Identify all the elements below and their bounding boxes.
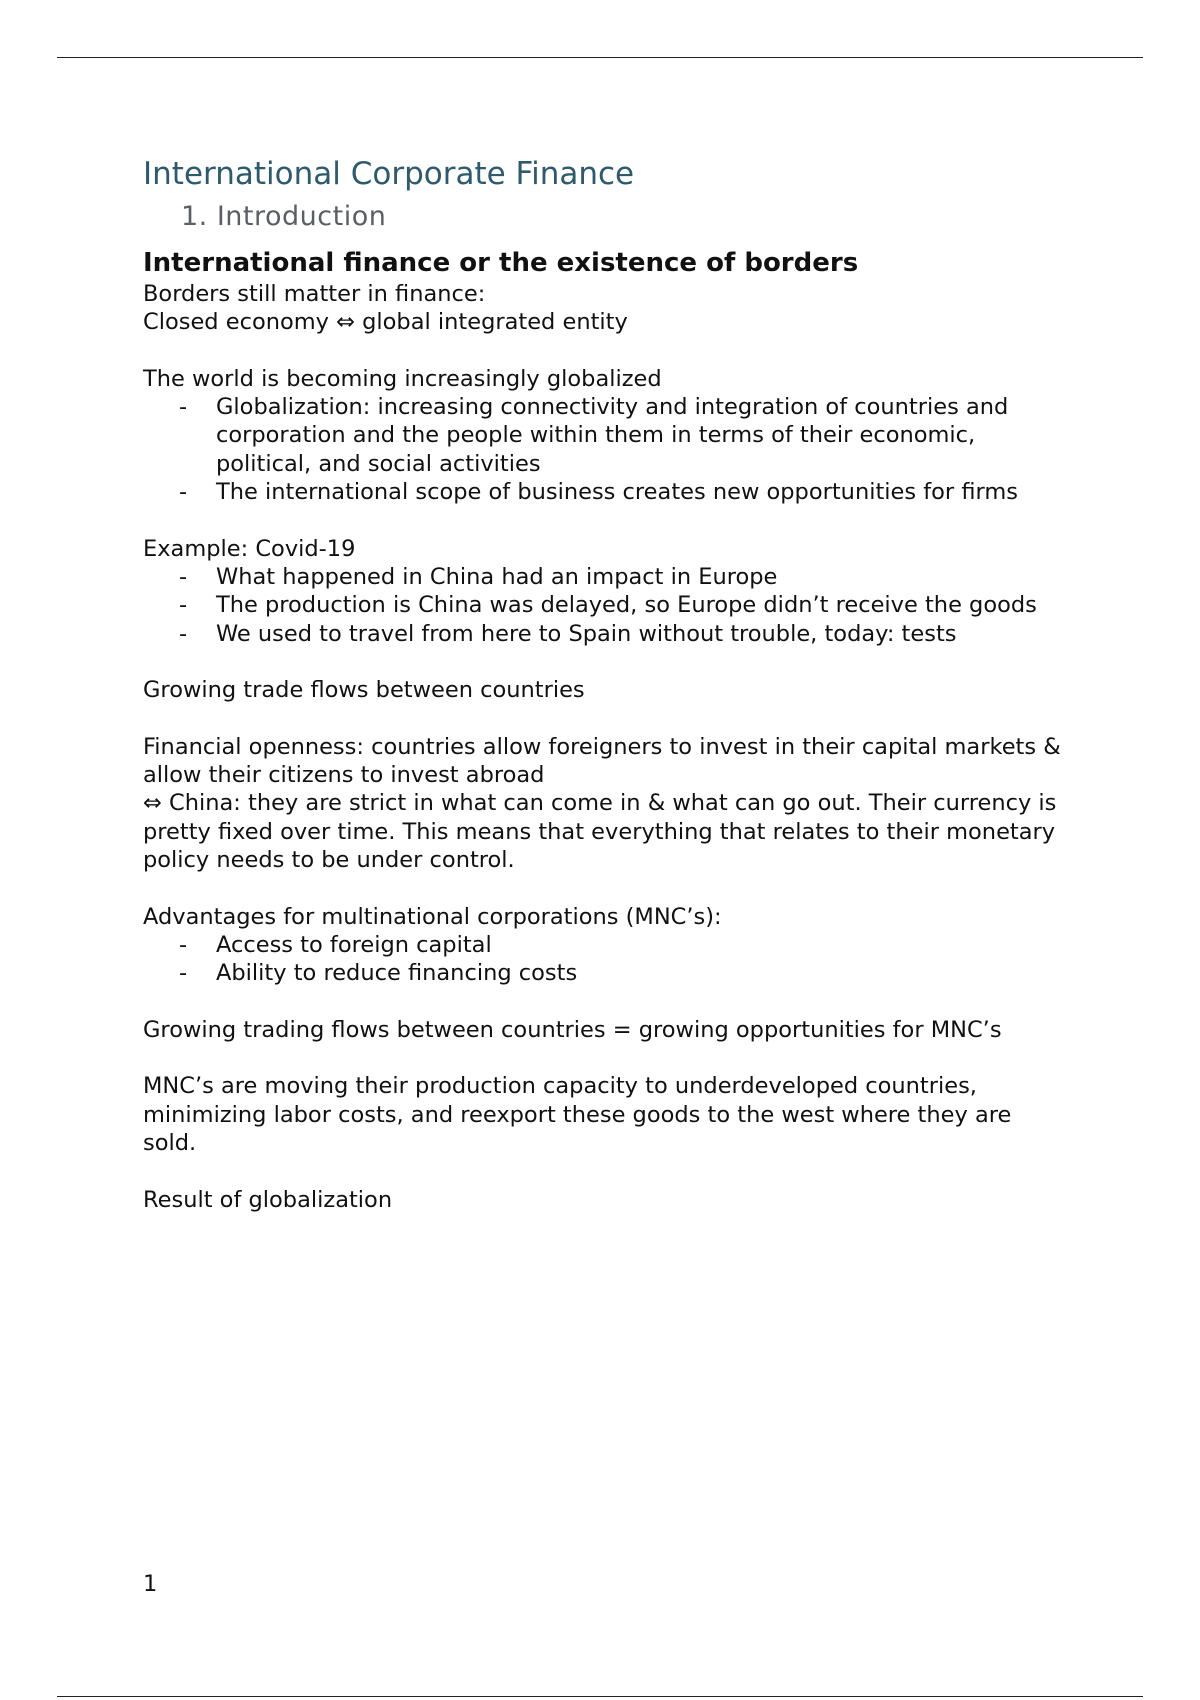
dash-bullet: - <box>179 960 188 987</box>
paragraph-china: ⇔ China: they are strict in what can come in & what can go out. Their currency is pretty fixed over time. This means that everything that relates to their monetary policy needs to be under control. <box>143 790 1057 873</box>
list-item-text: Ability to reduce financing costs <box>216 960 578 987</box>
paragraph-result: Result of globalization <box>143 1186 393 1213</box>
spacer <box>143 337 1063 365</box>
list-item-text: What happened in China had an impact in Europe <box>216 563 778 590</box>
dash-bullet: - <box>179 394 188 421</box>
paragraph-globalized: The world is becoming increasingly globalized <box>143 365 662 392</box>
spacer <box>143 704 1063 732</box>
dash-bullet: - <box>179 620 188 647</box>
list-item-text: We used to travel from here to Spain without trouble, today: tests <box>216 620 957 647</box>
globalization-list <box>143 393 1063 506</box>
page-number: 1 <box>143 1571 158 1597</box>
footer-rule <box>57 1696 1143 1697</box>
section-heading: International finance or the existence of borders <box>143 248 859 278</box>
advantages-list <box>143 931 1063 988</box>
dash-bullet: - <box>179 563 188 590</box>
list-item-text: The production is China was delayed, so Europe didn’t receive the goods <box>216 592 1037 619</box>
paragraph-trading-opportunities: Growing trading flows between countries = growing opportunities for MNC’s <box>143 1016 1002 1043</box>
paragraph-borders: Borders still matter in finance: <box>143 281 486 307</box>
list-item <box>143 620 1063 648</box>
paragraph-financial-openness: Financial openness: countries allow foreigners to invest in their capital markets & allow their citizens to invest abroad <box>143 733 1061 789</box>
paragraph-production-capacity: MNC’s are moving their production capacity to underdeveloped countries, minimizing labor costs, and reexport these goods to the west where they are sold. <box>143 1073 1012 1156</box>
list-item <box>143 478 1063 506</box>
paragraph-advantages: Advantages for multinational corporations (MNC’s): <box>143 903 722 930</box>
dash-bullet: - <box>179 931 188 958</box>
list-item <box>143 563 1063 591</box>
dash-bullet: - <box>179 479 188 506</box>
paragraph-example: Example: Covid-19 <box>143 535 356 562</box>
covid-list <box>143 563 1063 648</box>
list-item <box>143 591 1063 619</box>
spacer <box>143 506 1063 534</box>
paragraph-trade-flows: Growing trade flows between countries <box>143 677 585 704</box>
list-item <box>143 959 1063 987</box>
list-item-text: Access to foreign capital <box>216 931 492 958</box>
list-item <box>143 931 1063 959</box>
dash-bullet: - <box>179 592 188 619</box>
spacer <box>143 987 1063 1015</box>
list-item-text: The international scope of business creates new opportunities for firms <box>216 479 1019 506</box>
document-body <box>143 154 1063 1214</box>
list-item <box>143 393 1063 478</box>
list-item-text: Globalization: increasing connectivity and integration of countries and corporation and the people within them in terms of their economic, political, and social activities <box>216 394 1009 477</box>
header-rule <box>57 57 1143 58</box>
spacer <box>143 648 1063 676</box>
document-title: International Corporate Finance <box>143 156 635 192</box>
paragraph-closed-economy: Closed economy ⇔ global integrated entity <box>143 309 628 336</box>
spacer <box>143 1157 1063 1185</box>
spacer <box>143 874 1063 902</box>
spacer <box>143 1044 1063 1072</box>
chapter-heading: 1. Introduction <box>181 201 387 232</box>
